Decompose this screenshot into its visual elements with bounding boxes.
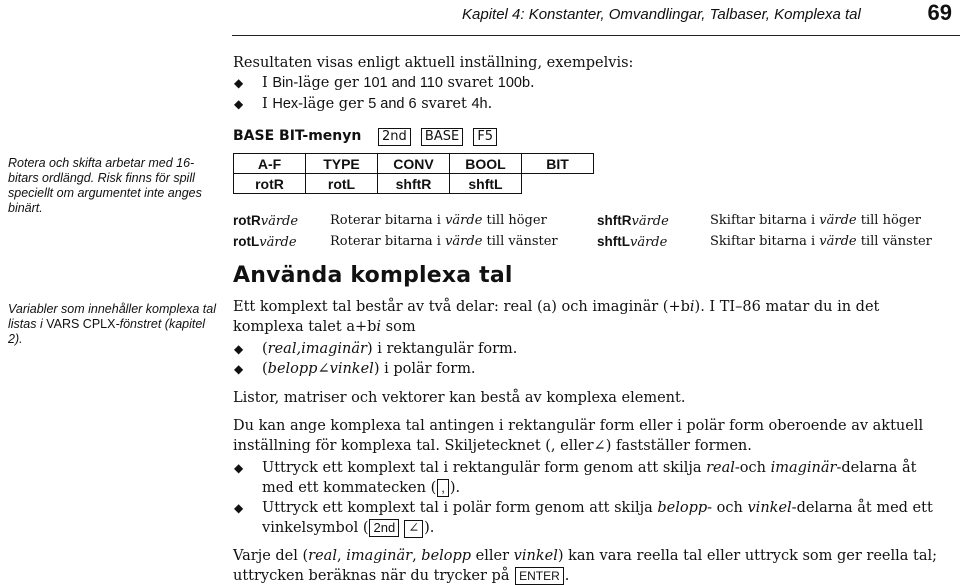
menu-item-bit: BIT bbox=[522, 154, 594, 174]
function-name: rotR bbox=[233, 213, 261, 228]
menu-item-empty bbox=[522, 174, 594, 194]
text: komplexa talet a+b bbox=[233, 319, 377, 335]
text: till höger bbox=[482, 213, 547, 228]
base-bit-menu bbox=[233, 153, 594, 194]
menu-row-top bbox=[234, 154, 594, 174]
key-base: BASE bbox=[421, 128, 463, 146]
text: Varje del ( bbox=[233, 548, 309, 564]
bin-example bbox=[232, 73, 535, 93]
menu-item-rotl: rotL bbox=[306, 174, 378, 194]
key-comma: , bbox=[437, 479, 449, 497]
rect-entry-bullet bbox=[232, 458, 917, 478]
text: i bbox=[689, 299, 695, 315]
text: ( bbox=[262, 361, 268, 377]
menu-row-bottom bbox=[234, 174, 594, 194]
page-header bbox=[232, 0, 960, 36]
page-number: 69 bbox=[927, 0, 952, 25]
example-values: 5 and 6 bbox=[368, 96, 417, 112]
text: belopp bbox=[657, 500, 708, 516]
text: Roterar bitarna i bbox=[330, 234, 446, 249]
text: vinkelsymbol ( bbox=[262, 520, 369, 536]
rect-entry-line2 bbox=[262, 478, 460, 498]
text: värde bbox=[445, 213, 483, 228]
margin-note-rotate-text: Rotera och skifta arbetar med 16-bitars ordlängd. Risk finns för spill speciellt om argumentet inte anges binärt. bbox=[8, 156, 202, 215]
text: -delarna åt med ett bbox=[791, 500, 933, 516]
complex-section-heading: Använda komplexa tal bbox=[233, 263, 513, 288]
text: till höger bbox=[856, 213, 922, 228]
text: , bbox=[412, 548, 422, 564]
menu-item-shftl: shftL bbox=[450, 174, 522, 194]
text: ) fastställer formen. bbox=[605, 438, 752, 454]
entry-forms-line1: Du kan ange komplexa tal antingen i rektangulär form eller i polär form oberoende av aktuell bbox=[233, 418, 924, 434]
key-2nd: 2nd bbox=[369, 519, 399, 537]
text: till vänster bbox=[856, 234, 932, 249]
text: värde bbox=[445, 234, 483, 249]
text: som bbox=[381, 319, 416, 335]
menu-item-type: TYPE bbox=[306, 154, 378, 174]
text: Ett komplext tal består av två delar: real (a) och imaginär (+b bbox=[233, 299, 690, 315]
angle-symbol-icon: ∠ bbox=[593, 438, 606, 454]
text: real bbox=[308, 548, 337, 564]
text: . bbox=[530, 75, 535, 91]
bullet-diamond-icon: ◆ bbox=[234, 501, 244, 515]
text: vinkel bbox=[329, 361, 374, 377]
rotr-description bbox=[330, 212, 547, 230]
text: vinkel bbox=[747, 500, 792, 516]
text: real,imaginär bbox=[267, 341, 367, 357]
hex-example bbox=[232, 94, 492, 114]
text: I bbox=[262, 75, 273, 91]
rotr-syntax bbox=[233, 212, 298, 231]
shftl-description bbox=[710, 233, 932, 251]
polar-entry-line2 bbox=[262, 518, 434, 538]
text: -läge ger bbox=[293, 75, 364, 91]
function-arg: värde bbox=[259, 235, 297, 250]
text: svaret bbox=[442, 75, 498, 91]
example-result: 4h bbox=[471, 96, 488, 112]
function-name: shftR bbox=[597, 213, 632, 228]
text: ). bbox=[424, 520, 435, 536]
shftl-syntax bbox=[597, 233, 667, 252]
text: . bbox=[564, 568, 570, 584]
chapter-title: Kapitel 4: Konstanter, Omvandlingar, Talbaser, Komplexa tal bbox=[462, 6, 861, 23]
example-result: 100b bbox=[497, 75, 531, 91]
text: -och bbox=[734, 460, 771, 476]
parts-text-line2 bbox=[233, 566, 569, 585]
text: ( bbox=[262, 341, 268, 357]
mode-label: Bin bbox=[272, 75, 294, 91]
text: , bbox=[336, 548, 347, 564]
bullet-diamond-icon: ◆ bbox=[234, 97, 244, 111]
text: belopp bbox=[267, 361, 318, 377]
entry-forms-line2 bbox=[233, 436, 752, 456]
menu-item-conv: CONV bbox=[378, 154, 450, 174]
text: imaginär bbox=[770, 460, 837, 476]
key-sequence bbox=[378, 128, 503, 146]
results-intro: Resultaten visas enligt aktuell inställning, exempelvis: bbox=[233, 55, 634, 71]
lists-matrices-text: Listor, matriser och vektorer kan bestå av komplexa element. bbox=[233, 390, 686, 406]
text: vinkel bbox=[513, 548, 558, 564]
function-name: shftL bbox=[597, 234, 630, 249]
menu-item-bool: BOOL bbox=[450, 154, 522, 174]
function-arg: värde bbox=[630, 235, 668, 250]
text: med ett kommatecken ( bbox=[262, 480, 437, 496]
margin-note-variables bbox=[8, 302, 216, 347]
function-arg: värde bbox=[260, 214, 299, 229]
shftr-syntax bbox=[597, 212, 669, 231]
key-f5: F5 bbox=[473, 128, 497, 146]
text: Uttryck ett komplext tal i rektangulär form genom att skilja bbox=[262, 460, 707, 476]
complex-intro-line1 bbox=[233, 297, 879, 317]
text: ). bbox=[449, 480, 461, 496]
text: Uttryck ett komplext tal i polär form genom att skilja bbox=[262, 500, 658, 516]
menu-item-a-f: A-F bbox=[234, 154, 306, 174]
text: Skiftar bitarna i bbox=[710, 213, 820, 228]
bullet-diamond-icon: ◆ bbox=[234, 76, 244, 90]
margin-note-rotate bbox=[8, 156, 216, 216]
text: inställning för komplexa tal. Skiljetecknet (, eller bbox=[233, 438, 594, 454]
base-bit-menu-heading: BASE BIT-menyn bbox=[233, 128, 362, 144]
text: I bbox=[262, 96, 273, 112]
text: eller bbox=[471, 548, 514, 564]
text: svaret bbox=[416, 96, 472, 112]
text: värde bbox=[819, 213, 857, 228]
text: . bbox=[487, 96, 493, 112]
key-angle: ∠ bbox=[404, 520, 423, 538]
text: i bbox=[376, 319, 382, 335]
text: real bbox=[706, 460, 735, 476]
margin-note-variables-text: Variabler som innehåller komplexa tal listas i bbox=[8, 302, 216, 331]
text: Skiftar bitarna i bbox=[710, 234, 820, 249]
bullet-diamond-icon: ◆ bbox=[234, 362, 244, 376]
complex-intro-line2 bbox=[233, 317, 416, 337]
rect-form-bullet bbox=[232, 339, 517, 359]
polar-form-bullet bbox=[232, 359, 476, 379]
text: belopp bbox=[421, 548, 472, 564]
text: uttrycken beräknas när du trycker på bbox=[233, 568, 515, 584]
bullet-diamond-icon: ◆ bbox=[234, 461, 244, 475]
text: imaginär bbox=[346, 548, 413, 564]
text: -läge ger bbox=[298, 96, 369, 112]
menu-item-rotr: rotR bbox=[234, 174, 306, 194]
key-2nd: 2nd bbox=[378, 128, 411, 146]
text: ) kan vara reella tal eller uttryck som ger reella tal; bbox=[557, 548, 938, 564]
example-values: 101 and 110 bbox=[363, 75, 443, 91]
parts-text-line1 bbox=[233, 546, 937, 566]
text: -delarna åt bbox=[836, 460, 917, 476]
function-name: rotL bbox=[233, 234, 260, 249]
bullet-diamond-icon: ◆ bbox=[234, 342, 244, 356]
text: värde bbox=[819, 234, 857, 249]
menu-item-shftr: shftR bbox=[378, 174, 450, 194]
shftr-description bbox=[710, 212, 921, 230]
margin-note-variables-end: -fönstret (kapitel 2). bbox=[8, 317, 206, 346]
text: ) i rektangulär form. bbox=[366, 341, 518, 357]
rotl-syntax bbox=[233, 233, 297, 252]
function-arg: värde bbox=[631, 214, 669, 229]
text: - och bbox=[707, 500, 748, 516]
text: till vänster bbox=[482, 234, 558, 249]
text: Roterar bitarna i bbox=[330, 213, 446, 228]
text: ). I TI–86 matar du in det bbox=[694, 299, 880, 315]
polar-entry-bullet bbox=[232, 498, 933, 518]
angle-symbol-icon: ∠ bbox=[317, 361, 330, 377]
text: ) i polär form. bbox=[373, 361, 476, 377]
mode-label: Hex bbox=[272, 96, 299, 112]
header-rule bbox=[232, 35, 960, 36]
rotl-description bbox=[330, 233, 558, 251]
key-enter: ENTER bbox=[515, 567, 564, 585]
vars-cplx-label: VARS CPLX bbox=[46, 317, 116, 331]
